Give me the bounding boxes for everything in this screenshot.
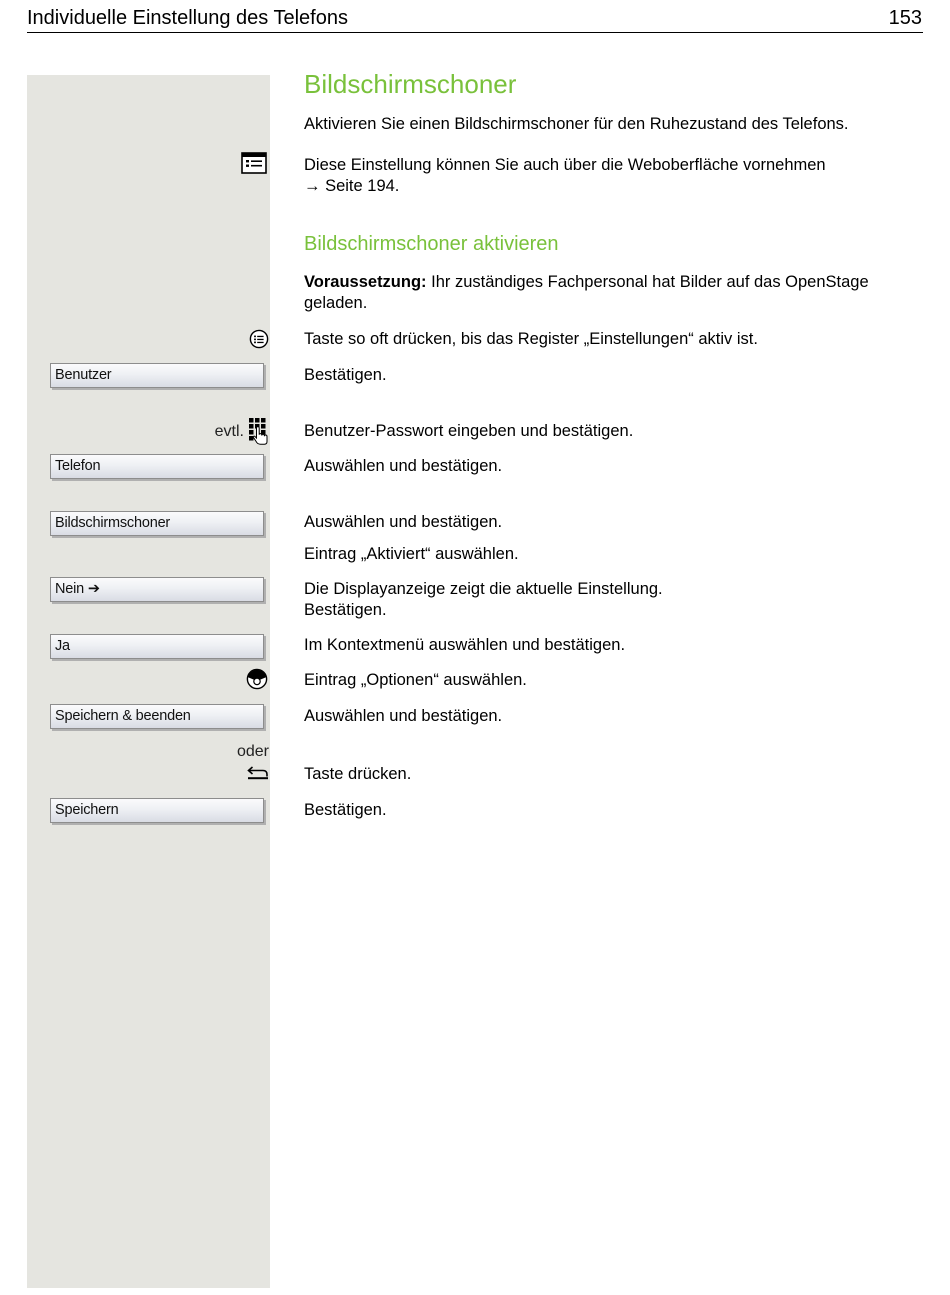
step-ja: Im Kontextmenü auswählen und bestätigen. bbox=[304, 636, 626, 654]
prerequisite-body: Ihr zuständiges Fachpersonal hat Bilder auf das OpenStage geladen. bbox=[304, 273, 869, 312]
step-nein-line: Bestätigen. bbox=[304, 601, 387, 619]
sidebar-panel bbox=[27, 75, 270, 1288]
softkey-speichern-beenden[interactable]: Speichern & beenden bbox=[50, 704, 264, 729]
web-note-line: Diese Einstellung können Sie auch über die Weboberfläche vornehmen bbox=[304, 156, 826, 174]
step-settings-key: Taste so oft drücken, bis das Register „Einstellungen“ aktiv ist. bbox=[304, 330, 758, 348]
header-title: Individuelle Einstellung des Telefons bbox=[27, 7, 348, 29]
subsection-title: Bildschirmschoner aktivieren bbox=[304, 233, 559, 255]
header-divider bbox=[27, 32, 923, 33]
prerequisite-text bbox=[304, 272, 919, 314]
softkey-nein[interactable]: Nein ➔ bbox=[50, 577, 264, 602]
section-title: Bildschirmschoner bbox=[304, 69, 517, 99]
evtl-label: evtl. bbox=[214, 423, 244, 440]
step-speichern-beenden: Auswählen und bestätigen. bbox=[304, 707, 503, 725]
softkey-telefon[interactable]: Telefon bbox=[50, 454, 264, 479]
softkey-speichern[interactable]: Speichern bbox=[50, 798, 264, 823]
web-note-text bbox=[304, 155, 919, 197]
page-number: 153 bbox=[888, 7, 922, 29]
step-speichern: Bestätigen. bbox=[304, 801, 387, 819]
web-interface-icon bbox=[241, 152, 267, 174]
step-nein-line: Die Displayanzeige zeigt die aktuelle Einstellung. bbox=[304, 580, 663, 598]
step-back-key: Taste drücken. bbox=[304, 765, 412, 783]
step-telefon: Auswählen und bestätigen. bbox=[304, 457, 503, 475]
back-key-icon bbox=[247, 765, 269, 781]
settings-key-icon bbox=[249, 329, 269, 349]
page-reference-link[interactable]: → Seite 194. bbox=[304, 177, 400, 195]
step-nein bbox=[304, 579, 919, 621]
softkey-benutzer[interactable]: Benutzer bbox=[50, 363, 264, 388]
softkey-bildschirmschoner[interactable]: Bildschirmschoner bbox=[50, 511, 264, 536]
softkey-ja[interactable]: Ja bbox=[50, 634, 264, 659]
prerequisite-label: Voraussetzung: bbox=[304, 273, 427, 291]
step-benutzer: Bestätigen. bbox=[304, 366, 387, 384]
intro-text: Aktivieren Sie einen Bildschirmschoner für den Ruhezustand des Telefons. bbox=[304, 115, 849, 133]
step-bildschirmschoner: Auswählen und bestätigen. bbox=[304, 513, 503, 531]
step-aktiviert: Eintrag „Aktiviert“ auswählen. bbox=[304, 545, 519, 563]
navigator-down-icon bbox=[246, 668, 268, 690]
step-optionen: Eintrag „Optionen“ auswählen. bbox=[304, 671, 527, 689]
step-password: Benutzer-Passwort eingeben und bestätigen. bbox=[304, 422, 634, 440]
oder-label: oder bbox=[236, 743, 269, 760]
keypad-icon bbox=[248, 417, 270, 445]
